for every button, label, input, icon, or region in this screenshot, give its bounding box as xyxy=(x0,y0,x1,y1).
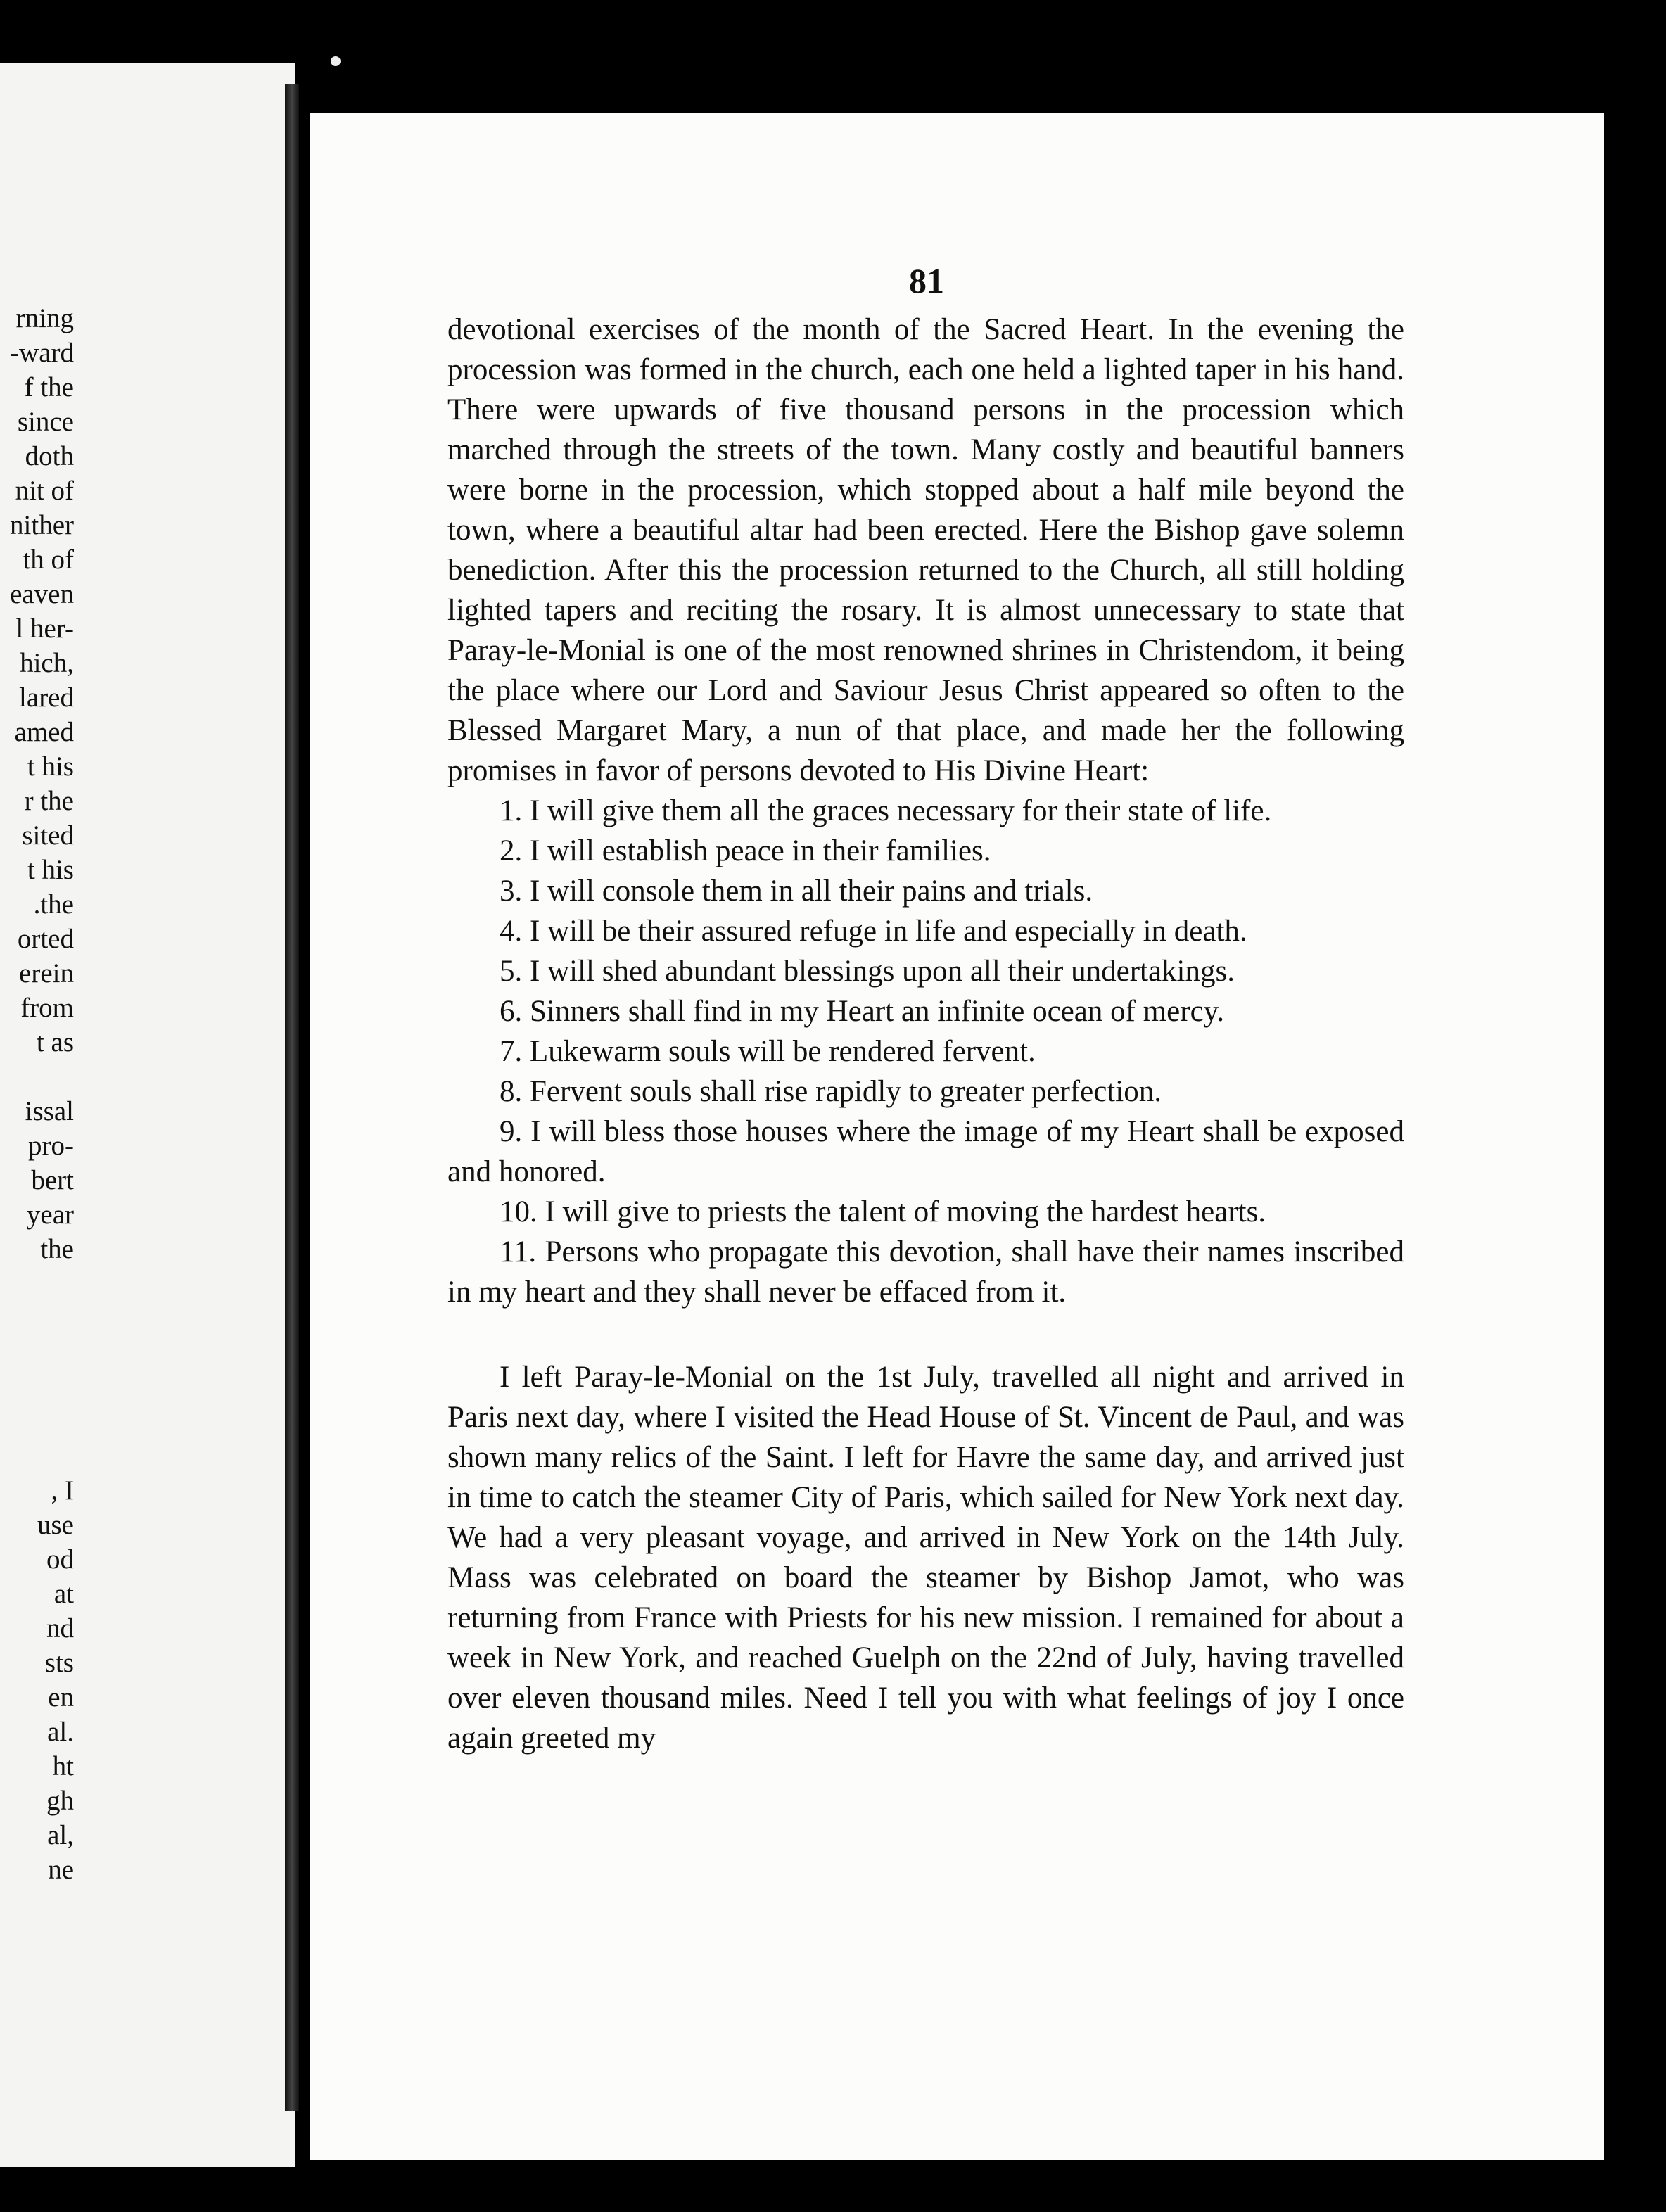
promise-item: 9. I will bless those houses where the image of my Heart shall be exposed and honored. xyxy=(447,1115,1404,1188)
left-fragment-line: ne xyxy=(48,1855,74,1885)
promise-item: 10. I will give to priests the talent of moving the hardest hearts. xyxy=(500,1195,1266,1228)
left-page xyxy=(0,63,295,2167)
left-fragment-line: en xyxy=(48,1682,74,1712)
left-fragment-line: pro- xyxy=(28,1131,74,1161)
left-fragment-line: l her- xyxy=(15,614,74,644)
left-fragment-line: r the xyxy=(24,786,74,816)
left-fragment-line: -ward xyxy=(10,338,74,368)
left-fragment-line: from xyxy=(20,993,74,1023)
left-fragment-line: t his xyxy=(27,751,74,782)
page-number: 81 xyxy=(909,261,944,300)
left-fragment-line: .the xyxy=(33,889,74,920)
left-fragment-line: orted xyxy=(17,924,74,954)
left-fragment-line: year xyxy=(26,1200,74,1230)
left-fragment-line xyxy=(0,1370,74,1404)
left-fragment-line: nit of xyxy=(15,476,74,506)
promise-item: 3. I will console them in all their pains and trials. xyxy=(500,875,1093,908)
book-gutter xyxy=(285,84,299,2111)
left-fragment-line xyxy=(0,1404,74,1439)
left-fragment-line: use xyxy=(37,1510,74,1540)
left-fragment-line: sts xyxy=(44,1648,74,1678)
left-fragment-line: hich, xyxy=(20,648,74,678)
left-fragment-line: th of xyxy=(23,545,74,575)
left-fragment-line: od xyxy=(46,1544,74,1575)
left-fragment-line: at xyxy=(53,1579,74,1609)
promise-item: 4. I will be their assured refuge in life and especially in death. xyxy=(500,915,1247,948)
left-fragment-line: bert xyxy=(31,1165,74,1195)
left-fragment-line: sited xyxy=(22,820,74,851)
left-fragment-line: amed xyxy=(14,717,74,747)
left-fragment-line: eaven xyxy=(10,579,74,609)
left-fragment-line: lared xyxy=(19,682,74,713)
left-fragment-line: al. xyxy=(47,1717,74,1747)
left-fragment-line: doth xyxy=(25,441,74,471)
promise-item: 7. Lukewarm souls will be rendered fervent. xyxy=(500,1035,1036,1068)
left-fragment-line: nither xyxy=(10,510,74,540)
left-fragment-line: gh xyxy=(46,1786,74,1816)
left-fragment-line: t his xyxy=(27,855,74,885)
left-fragment-line xyxy=(0,1266,74,1301)
left-fragment-line: , I xyxy=(51,1475,74,1506)
left-fragment-line xyxy=(0,1060,74,1094)
promise-item: 6. Sinners shall find in my Heart an infinite ocean of mercy. xyxy=(500,995,1225,1028)
left-page-text-fragments xyxy=(0,301,74,1887)
paragraph-1: devotional exercises of the month of the Sacred Heart. In the evening the procession was formed in the church, each one held a lighted taper in his hand. There were upwards of five thousand persons in the procession which marched through the streets of the town. Many costly and beautiful banners were borne in the procession, which stopped about a half mile beyond the town, where a beautiful altar had been erected. Here the Bishop gave solemn benediction. After this the procession returned to the Church, all still holding lighted tapers and reciting the rosary. It is almost unnecessary to state that Paray-le-Monial is one of the most renowned shrines in Christendom, it being the place where our Lord and Saviour Jesus Christ appeared so often to the Blessed Margaret Mary, a nun of that place, and made her the following promises in favor of persons devoted to His Divine Heart: xyxy=(447,313,1404,787)
left-fragment-line: rning xyxy=(15,303,74,333)
scan-speck xyxy=(331,56,341,66)
paragraph-2: I left Paray-le-Monial on the 1st July, travelled all night and arrived in Paris next day, where I visited the Head House of St. Vincent de Paul, and was shown many relics of the Saint. I left for Havre the same day, and arrived just in time to catch the steamer City of Paris, which sailed for New York next day. We had a very pleasant voyage, and arrived in New York on the 14th July. Mass was celebrated on board the steamer by Bishop Jamot, who was returning from France with Priests for his new mission. I remained for about a week in New York, and reached Guelph on the 22nd of July, having travelled over eleven thousand miles. Need I tell you with what feelings of joy I once again greeted my xyxy=(447,1361,1404,1755)
left-fragment-line: ht xyxy=(52,1751,74,1781)
left-fragment-line xyxy=(0,1301,74,1335)
left-fragment-line: nd xyxy=(46,1613,74,1644)
left-fragment-line: erein xyxy=(19,958,74,989)
left-fragment-line xyxy=(0,1439,74,1473)
left-fragment-line: the xyxy=(40,1234,74,1264)
page-body xyxy=(447,310,1404,1758)
left-fragment-line: t as xyxy=(36,1027,74,1057)
promise-item: 1. I will give them all the graces necessary for their state of life. xyxy=(500,794,1272,827)
promise-item: 2. I will establish peace in their families. xyxy=(500,834,991,867)
promise-item: 11. Persons who propagate this devotion, shall have their names inscribed in my heart and they shall never be effaced from it. xyxy=(447,1235,1404,1309)
left-fragment-line xyxy=(0,1335,74,1370)
promises-list xyxy=(447,791,1404,1312)
promise-item: 5. I will shed abundant blessings upon all their undertakings. xyxy=(500,955,1235,988)
left-fragment-line: al, xyxy=(47,1820,74,1850)
left-fragment-line: f the xyxy=(24,372,74,402)
promise-item: 8. Fervent souls shall rise rapidly to greater perfection. xyxy=(500,1075,1162,1108)
left-fragment-line: issal xyxy=(25,1096,74,1126)
left-fragment-line: since xyxy=(17,407,74,437)
